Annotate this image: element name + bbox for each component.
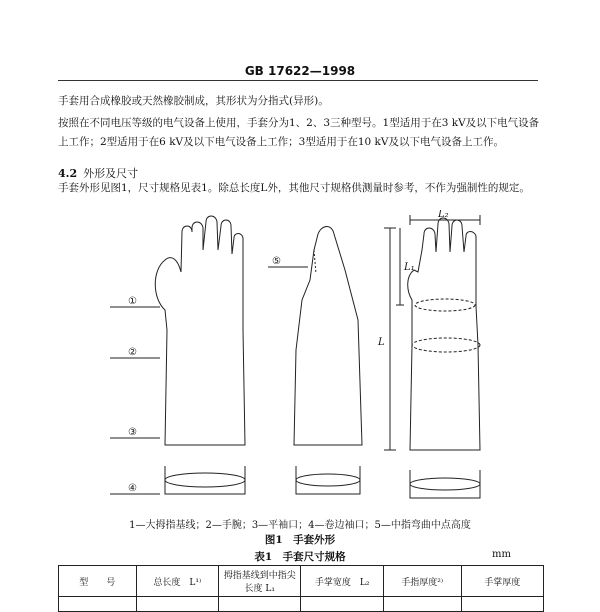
standard-header: GB 17622—1998 (244, 64, 356, 78)
table-unit: mm (492, 549, 511, 560)
col-finger-thickness: 手指厚度²⁾ (383, 566, 461, 597)
paragraph-material: 手套用合成橡胶或天然橡胶制成，其形状为分指式(异形)。 (58, 95, 329, 107)
label-4: ④ (128, 483, 137, 494)
header-rule (58, 80, 538, 81)
section-title: 外形及尺寸 (83, 167, 139, 180)
label-L: L (378, 337, 385, 348)
label-1: ① (128, 296, 137, 307)
cuff-rolled-left (165, 466, 245, 494)
table-header-row (59, 566, 544, 597)
label-L2: L₂ (438, 210, 449, 220)
glove-figure (40, 210, 560, 530)
size-table (58, 565, 544, 612)
figure-title: 图1 手套外形 (264, 534, 336, 546)
label-2: ② (128, 347, 137, 358)
label-3: ③ (128, 427, 137, 438)
section-number: 4.2 (58, 167, 78, 180)
col-type: 型 号 (59, 566, 137, 597)
cuff-ellipse-left (165, 473, 245, 487)
glove-side (294, 227, 362, 446)
table-row (59, 597, 544, 612)
cuff-rolled-right (410, 470, 480, 498)
label-L1: L₁ (404, 262, 415, 273)
glove-back (408, 218, 480, 450)
paragraph-dimensions: 手套外形见图1，尺寸规格见表1。除总长度L外，其他尺寸规格供测量时参考，不作为强制性的规定。 (58, 182, 530, 194)
cuff-rolled-mid (296, 466, 360, 494)
glove-front (155, 216, 245, 445)
label-5: ⑤ (272, 256, 281, 267)
col-thumb-to-middle: 拇指基线到中指尖长度 L₁ (219, 566, 301, 597)
col-palm-width: 手掌宽度 L₂ (301, 566, 383, 597)
figure-caption: 1—大拇指基线；2—手腕；3—平袖口；4—卷边袖口；5—中指弯曲中点高度 (129, 520, 471, 531)
paragraph-types: 按照在不同电压等级的电气设备上使用，手套分为1、2、3三种型号。1型适用于在3 kV及以下电气设备上工作；2型适用于在6 kV及以下电气设备上工作；3型适用于在10 kV及以下电气设备上工作。 (58, 117, 540, 148)
col-total-length: 总长度 L¹⁾ (136, 566, 218, 597)
table-title: 表1 手套尺寸规格 (254, 551, 346, 563)
col-palm-thickness: 手掌厚度 (461, 566, 544, 597)
